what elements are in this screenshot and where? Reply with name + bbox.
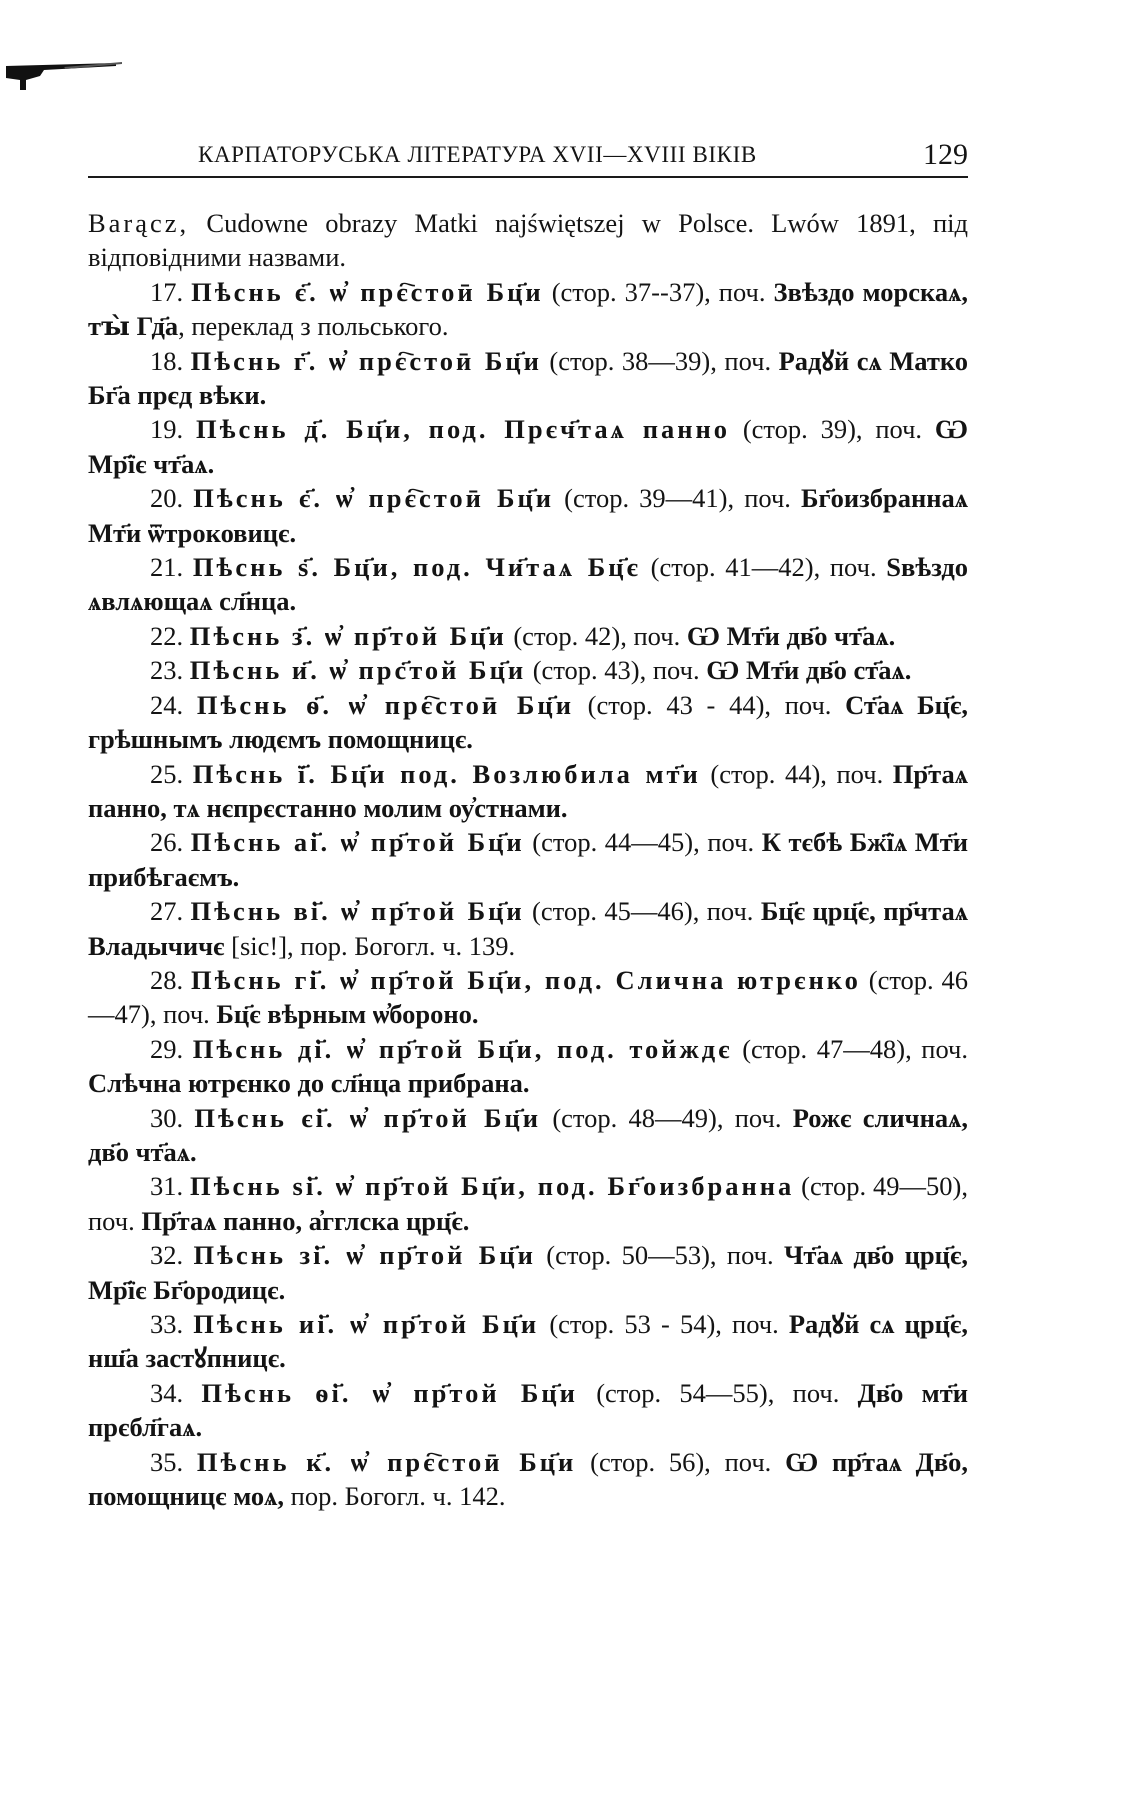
song-title: Пѣснь д҃. Бц҃и, под. Прєч҃таѧ панно [195,414,730,445]
running-head [88,138,968,178]
list-item [88,1101,968,1170]
list-item [88,1307,968,1376]
song-title: Пѣснь и҃. ѡ҆ прс҃той Бц҃и [189,655,527,686]
page-reference: (стор. 39), поч. [730,414,935,445]
page-reference: (стор. 53 - 54), поч. [539,1309,789,1339]
list-item [88,757,968,826]
list-item [88,653,968,687]
list-item [88,481,968,550]
incipit: Бц҃є црц҃є, пр҃чтаѧ Владычичє [88,896,968,961]
entry-number: 28. [150,964,184,995]
entry-number: 27. [150,896,184,927]
entry-number: 19. [150,414,184,445]
entry-number: 21. [150,552,184,583]
list-item [88,550,968,619]
song-title: Пѣснь ві҃. ѡ҆ пр҃той Бц҃и [190,896,525,927]
intro-paragraph [88,206,968,275]
song-title: Пѣснь ѳі҃. ѡ҆ пр҃той Бц҃и [201,1377,578,1408]
entry-number: 34. [150,1377,184,1408]
list-item [88,619,968,653]
page-number: 129 [923,138,968,171]
page-reference: (стор. 45—46), поч. [524,896,761,927]
incipit: Пр҃таѧ панно, а҆гглска црц҃є. [141,1205,470,1236]
entry-note: [sic!], пор. Богогл. ч. 139. [224,930,516,961]
incipit: Рожє сличнаѧ, дв҃о чт҃аѧ. [88,1102,968,1167]
incipit: Звѣздо морскаѧ, тꙑ̀ Гд҃а [88,276,969,342]
incipit: Ѕвѣздо ѧвлѧющаѧ сл҃нца. [88,552,969,617]
list-item [88,1169,968,1238]
entry-note: , переклад з польського. [178,311,449,342]
entry-number: 18. [150,345,184,376]
incipit: Ѡ пр҃таѧ Дв҃о, помощницє моѧ, [88,1446,969,1512]
song-title: Пѣснь аі҃. ѡ҆ пр҃той Бц҃и [190,827,525,858]
list-item [88,1445,968,1514]
text-body [88,206,968,1513]
page-reference: (стор. 42), поч. [506,620,687,651]
page-reference: (стор. 56), поч. [576,1446,786,1477]
intro-text: Cudowne obrazy Matki najświętszej w Polsce. Lwów 1891, під відповідними назвами. [88,208,968,273]
song-title: Пѣснь ѕ҃. Бц҃и, под. Чи҃таѧ Бц҃є [192,552,641,583]
incipit: Ѡ Мт҃и дв҃о ст҃аѧ. [706,655,912,686]
entry-note: пор. Богогл. ч. 142. [284,1481,506,1512]
entry-number: 25. [150,758,184,789]
list-item [88,688,968,757]
entry-number: 17. [150,276,184,307]
incipit: Бг҃оизбраннаѧ Мт҃и ѿтроковицє. [88,483,969,548]
incipit: Ѡ Мр҃їє чт҃аѧ. [88,414,969,479]
entry-number: 22. [150,620,184,651]
incipit: Чт҃аѧ дв҃о црц҃є, Мр҃їє Бг҃ородицє. [88,1240,969,1305]
entry-number: 26. [150,827,184,858]
incipit: К тєбѣ Бж҃їѧ Мт҃и прибѣгаємъ. [88,827,969,892]
song-title: Пѣснь єі҃. ѡ҆ пр҃той Бц҃и [194,1102,542,1133]
list-item [88,963,968,1032]
page-reference: (стор. 47—48), поч. [732,1033,969,1064]
page-reference: (стор. 43 - 44), поч. [573,689,846,720]
page-reference: (стор. 50—53), поч. [535,1240,784,1271]
song-title: Пѣснь зі҃. ѡ҆ пр҃той Бц҃и [193,1240,536,1271]
song-title: Пѣснь ѳ҃. ѡ҆ прє҇стоӣ Бц҃и [196,689,574,720]
author-name: Barącz, [88,208,190,238]
list-item [88,1238,968,1307]
incipit: Бц҃є вѣрным ѡ҆бороно. [216,999,479,1030]
incipit: Слѣчна ютрєнко до сл҃нца прибрана. [88,1068,530,1099]
song-title: Пѣснь з҃. ѡ҆ пр҃той Бц҃и [189,620,507,651]
song-title: Пѣснь є҃. ѡ҆ прє҇стоӣ Бц҃и [193,483,555,514]
song-title: Пѣснь ї҃. Бц҃и под. Возлюбила мт҃и [192,758,701,789]
corner-bracket-mark [4,58,124,92]
page-reference: (стор. 38—39), поч. [541,345,779,376]
song-title: Пѣснь ѕі҃. ѡ҆ пр҃той Бц҃и, под. Бг҃оизбранна [190,1171,795,1202]
song-title: Пѣснь є҃. ѡ҆ прє҇стоӣ Бц҃и [191,276,544,307]
entry-number: 29. [150,1033,184,1064]
running-title: КАРПАТОРУСЬКА ЛІТЕРАТУРА XVII—XVIII ВІКІВ [198,142,757,167]
entry-number: 23. [150,655,184,686]
incipit: Пр҃таѧ панно, тѧ нєпрєстанно молим оу҆стнами. [88,758,968,823]
incipit: Радꙋй сѧ Матко Бг҃а прєд вѣки. [88,345,969,411]
page-reference: (стор. 37--37), поч. [543,276,774,307]
entry-number: 30. [150,1102,184,1133]
song-title: Пѣснь иі҃. ѡ҆ пр҃той Бц҃и [193,1309,540,1339]
incipit: Дв҃о мт҃и прєбл҃гаѧ. [88,1377,969,1443]
song-title: Пѣснь ді҃. ѡ҆ пр҃той Бц҃и, под. тойждє [192,1033,733,1064]
entry-list [88,275,968,1514]
song-title: Пѣснь г҃. ѡ҆ прє҇стоӣ Бц҃и [190,345,542,376]
incipit: Радꙋй сѧ црц҃є, нш҃а застꙋпницє. [88,1309,969,1374]
entry-number: 32. [150,1240,184,1271]
list-item [88,1032,968,1101]
list-item [88,412,968,481]
entry-number: 31. [150,1171,184,1202]
entry-number: 20. [150,483,184,514]
page-reference: (стор. 48—49), поч. [541,1102,793,1133]
song-title: Пѣснь к҃. ѡ҆ прє҇стоӣ Бц҃и [196,1446,577,1477]
page-reference: (стор. 43), поч. [526,655,707,686]
page-reference: (стор. 54—55), поч. [577,1377,858,1408]
list-item [88,894,968,963]
song-title: Пѣснь гі҃. ѡ҆ пр҃той Бц҃и, под. Сличнa ютрєнко [190,964,861,995]
incipit: Ѡ Мт҃и дв҃о чт҃аѧ. [686,620,896,651]
page-reference: (стор. 49—50), поч. [88,1171,968,1236]
list-item [88,1376,968,1445]
page-reference: (стор. 44—45), поч. [524,827,762,858]
list-item [88,344,968,413]
entry-number: 24. [150,689,184,720]
page-reference: (стор. 39—41), поч. [554,483,802,514]
incipit: Ст҃аѧ Бц҃є, грѣшнымъ людємъ помощницє. [88,689,969,755]
page-reference: (стор. 44), поч. [700,758,893,789]
entry-number: 35. [150,1446,184,1477]
entry-number: 33. [150,1309,184,1339]
list-item [88,275,968,344]
page-reference: (стор. 46—47), поч. [88,964,968,1030]
list-item [88,825,968,894]
page-reference: (стор. 41—42), поч. [640,552,887,583]
